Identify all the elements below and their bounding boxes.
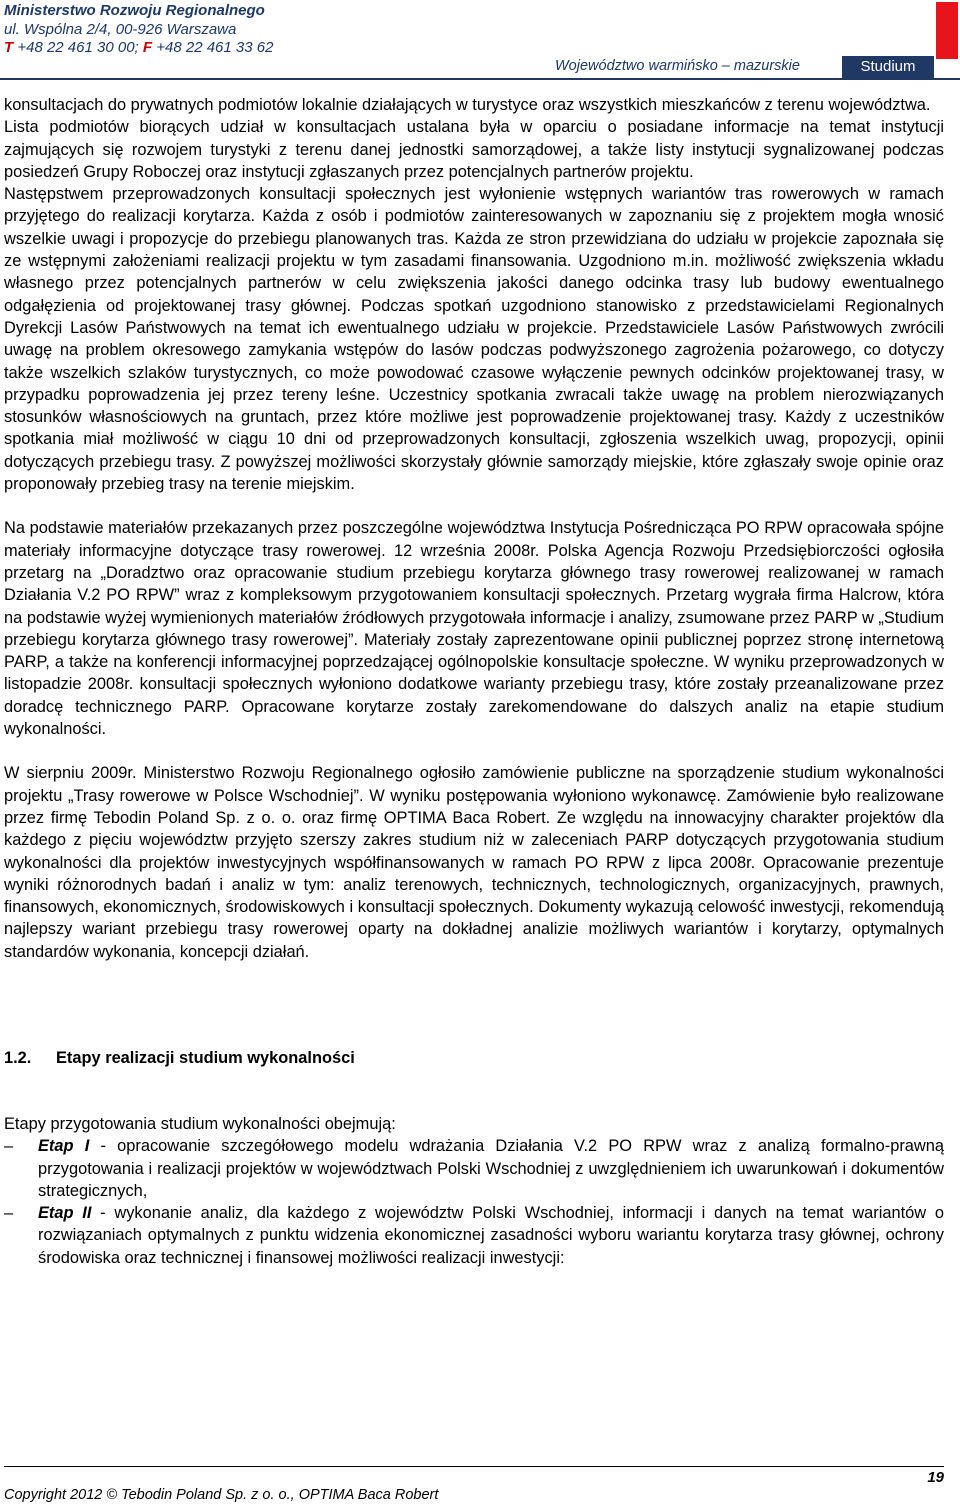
ministry-name: Ministerstwo Rozwoju Regionalnego: [4, 2, 265, 19]
footer-rule: [4, 1466, 944, 1467]
region-label: Województwo warmińsko – mazurskie: [555, 58, 800, 74]
paragraph-5: W sierpniu 2009r. Ministerstwo Rozwoju Regionalnego ogłosiło zamówienie publiczne na sporządzenie studium wykonalności projektu „Trasy rowerowe w Polsce Wschodniej”. W wyniku postępowania wyłoniono wykonawcę. Zamówienie było realizowane przez firmę Tebodin Poland Sp. z o. o. oraz firmę OPTIMA Baca Robert. Ze względu na innowacyjny charakter projektów dla każdego z pięciu województw przyjęto szerszy zakres studium niż w zaleceniach PARP dotyczących przygotowania studium wykonalności dla projektów inwestycyjnych współfinansowanych w ramach PO RPW z lipca 2008r. Opracowanie prezentuje wyniki różnorodnych badań i analiz w tym: analiz terenowych, technicznych, technologicznych, organizacyjnych, prawnych, finansowych, ekonomicznych, środowiskowych i konsultacji społecznych. Dokumenty wykazują celowość inwestycji, rekomendują najlepszy wariant przebiegu trasy rowerowej oparty na dokładnej analizie możliwych wariantów i korytarzy, optymalnych standardów wykonania, koncepcji działań.: [4, 764, 944, 961]
list-intro: Etapy przygotowania studium wykonalności obejmują:: [4, 1114, 396, 1133]
dash-bullet: –: [4, 1137, 14, 1156]
ministry-address: ul. Wspólna 2/4, 00-926 Warszawa: [4, 21, 237, 38]
list-item-text: - wykonanie analiz, dla każdego z województw Polski Wschodniej, informacji i danych na temat wariantów o rozwiązaniach optymalnych z punktu widzenia ekonomicznej zasadności wyboru wariantu korytarza trasy głównej, ochrony środowiska oraz technicznej i finansowej możliwości realizacji inwestycji:: [38, 1204, 944, 1267]
section-title: Etapy realizacji studium wykonalności: [56, 1048, 355, 1067]
list-item: [4, 1202, 944, 1269]
document-body: [4, 94, 944, 1269]
list-item-text: - opracowanie szczegółowego modelu wdrażania Działania V.2 PO RPW wraz z analizą formalno-prawną przygotowania i realizacji projektów w województwach Polski Wschodniej z uwzględnieniem ich uwarunkowań i dokumentów strategicznych,: [38, 1137, 944, 1200]
paragraph-3: Następstwem przeprowadzonych konsultacji społecznych jest wyłonienie wstępnych wariantów tras rowerowych w ramach przyjętego do realizacji korytarza. Każda z osób i podmiotów zainteresowanych w zapoznaniu się z projektem mogła wnosić wszelkie uwagi i propozycje do przebiegu planowanych tras. Każda ze stron przewidziana do udziału w projekcie zapoznała się ze wstępnymi założeniami realizacji projektu w tym zasadami finansowania. Uzgodniono m.in. możliwość zwiększenia wkładu własnego przez potencjalnych partnerów w celu zwiększenia jakości danego odcinka trasy lub budowy ewentualnego odgałęzienia od projektowanej trasy głównej. Podczas spotkań uzgodniono stanowisko z przedstawicielami Regionalnych Dyrekcji Lasów Państwowych na temat ich ewentualnego udziału w projekcie. Przedstawiciele Lasów Państwowych zwrócili uwagę na problem okresowego zamykania wstępów do lasów podczas podwyższonego zagrożenia pożarowego, co dotyczy także wszelkich szlaków turystycznych, co może powodować czasowe wyłączenie pewnych odcinków projektowanej trasy, w przypadku poprowadzenia jej przez tereny leśne. Uczestnicy spotkania zwracali także uwagę na problem nierozwiązanych stosunków własnościowych na gruntach, przez które możliwe jest poprowadzenie projektowanej trasy. Każdy z uczestników spotkania miał możliwość w ciągu 10 dni od przeprowadzonych konsultacji, zgłoszenia wszelkich uwag, propozycji, opinii dotyczących przebiegu trasy. Z powyższej możliwości skorzystały głównie samorządy miejskie, które zgłaszały swoje opinie oraz proponowały przebieg trasy na terenie miejskim.: [4, 185, 944, 494]
list-item-label: Etap I: [38, 1137, 90, 1156]
fax-number: +48 22 461 33 62: [156, 39, 274, 56]
list-item: [4, 1135, 944, 1202]
page-number: 19: [927, 1469, 944, 1486]
page-header: [0, 0, 960, 80]
section-tag: Studium: [842, 56, 934, 78]
header-rule: [0, 78, 960, 80]
list-item-label: Etap II: [38, 1204, 92, 1223]
paragraph-1: konsultacjach do prywatnych podmiotów lokalnie działających w turystyce oraz wszystkich mieszkańców z terenu województwa.: [4, 96, 931, 114]
paragraph-2: Lista podmiotów biorących udział w konsultacjach ustalana była w oparciu o posiadane informacje na temat instytucji zajmujących się rozwojem turystyki z terenu danej jednostki samorządowej, a także listy instytucji sygnalizowanej podczas posiedzeń Grupy Roboczej oraz instytucji zgłaszanych przez potencjalnych partnerów projektu.: [4, 118, 944, 181]
red-marker: [936, 2, 958, 59]
fax-prefix: F: [142, 39, 153, 56]
phone-number: +48 22 461 30 00;: [17, 39, 139, 56]
section-number: 1.2.: [4, 1048, 32, 1067]
dash-bullet: –: [4, 1204, 14, 1223]
footer-copyright: Copyright 2012 © Tebodin Poland Sp. z o. o., OPTIMA Baca Robert: [4, 1487, 439, 1503]
contact-line: [4, 38, 273, 57]
section-heading: [4, 1047, 944, 1069]
phone-prefix: T: [4, 39, 14, 56]
paragraph-4: Na podstawie materiałów przekazanych przez poszczególne województwa Instytucja Pośrednicząca PO RPW opracowała spójne materiały informacyjne dotyczące trasy rowerowej. 12 września 2008r. Polska Agencja Rozwoju Przedsiębiorczości ogłosiła przetarg na „Doradztwo oraz opracowanie studium przebiegu korytarza głównego trasy rowerowej realizowanej w ramach Działania V.2 PO RPW” wraz z kompleksowym przygotowaniem konsultacji społecznych. Przetarg wygrała firma Halcrow, która na podstawie wyżej wymienionych materiałów źródłowych przygotowała informacje i analizy, zsumowane przez PARP w „Studium przebiegu korytarza głównego trasy rowerowej”. Materiały zostały zaprezentowane opinii publicznej poprzez stronę internetową PARP, a także na konferencji informacyjnej poprzedzającej ogólnopolskie konsultacje społeczne. W wyniku przeprowadzonych w listopadzie 2008r. konsultacji społecznych wyłoniono dodatkowe warianty przebiegu trasy, które zostały przeanalizowane przez doradcę technicznego PARP. Opracowane korytarze zostały zarekomendowane do dalszych analiz na etapie studium wykonalności.: [4, 519, 944, 739]
